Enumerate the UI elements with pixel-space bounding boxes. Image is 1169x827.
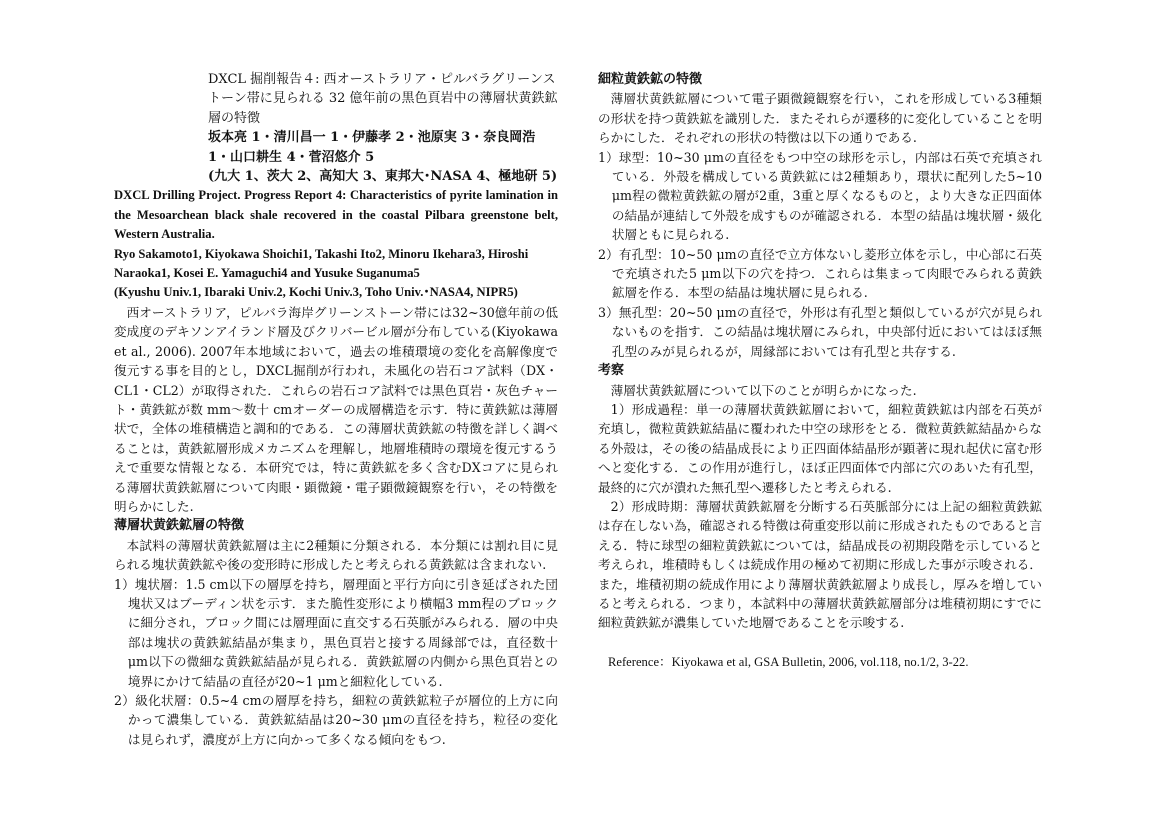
section-heading-discussion: 考察: [598, 363, 625, 379]
left-column: [114, 70, 558, 749]
title-block: [114, 70, 558, 186]
section-heading-laminated-pyrite: 薄層状黄鉄鉱層の特徴: [114, 518, 245, 534]
list-item-porous-type: 2）有孔型：10~50 μmの直径で立方体ないし菱形立体を示し，中心部に石英で充填された5 μm以下の穴を持つ．これらは集まって肉眼でみられる黄鉄鉱層を作る．本型の結晶は塊状層に見られる.: [598, 246, 1042, 301]
list-item-nonporous-type: 3）無孔型：20~50 μmの直径で，外形は有孔型と類似しているが穴が見られないものを指す．この結晶は塊状層にみられ，中央部付近においてはほぼ無孔型のみが見られるが，周縁部においては有孔型と共存する.: [598, 304, 1042, 359]
list-item-massive-layer: 1）塊状層：1.5 cm以下の層厚を持ち，層理面と平行方向に引き延ばされた団塊状又はブーディン状を示す．また脆性変形により横幅3 mm程のブロックに細分され，ブロック間には層理面に直交する石英脈がみられる．層の中央部は塊状の黄鉄鉱結晶が集まり，黒色頁岩と接する周縁部では，直径数十 μm以下の微細な黄鉄鉱結晶が見られる．黄鉄鉱層の内側から黒色頁岩との境界にかけて結晶の直径が20~1 μmと細粒化している.: [114, 576, 558, 689]
affiliations-english: (Kyushu Univ.1, Ibaraki Univ.2, Kochi Univ.3, Toho Univ.･NASA4, NIPR5): [114, 285, 518, 300]
right-column: [598, 70, 1042, 672]
title-english: DXCL Drilling Project. Progress Report 4: Characteristics of pyrite lamination in the Mesoarchean black shale recovered in the coastal Pilbara greenstone belt, Western Australia.: [114, 188, 558, 242]
title-japanese: DXCL 掘削報告４: 西オーストラリア・ピルバラグリーンストーン帯に見られる 32 億年前の黒色頁岩中の薄層状黄鉄鉱層の特徴: [208, 72, 558, 126]
introduction-paragraph: 西オーストラリア，ピルバラ海岸グリーンストーン帯には32~30億年前の低変成度のデキソンアイランド層及びクリバービル層が分布している(Kiyokawa et al., 2006). 2007年本地域において，過去の堆積環境の変化を高解像度で復元する事を目的とし，DXCL掘削が行われ，未風化の岩石コア試料（DX・CL1・CL2）が取得された．これらの岩石コア試料では黒色頁岩・灰色チャート・黄鉄鉱が数 mm～数十 cmオーダーの成層構造を示す．特に黄鉄鉱は薄層状で，全体の堆積構造と調和的である．この薄層状黄鉄鉱の特徴を詳しく調べることは，黄鉄鉱層形成メカニズムを理解し，地層堆積時の環境を復元するうえで重要な情報となる．本研究では，特に黄鉄鉱を多く含むDXコアに見られる薄層状黄鉄鉱層について肉眼・顕微鏡・電子顕微鏡観察を行い，その特徴を明らかにした.: [114, 304, 558, 514]
list-item-formation-timing: 2）形成時期：薄層状黄鉄鉱層を分断する石英脈部分には上記の細粒黄鉄鉱は存在しない為，確認される特徴は荷重変形以前に形成されたものであると言える．特に球型の細粒黄鉄鉱については，結晶成長の初期段階を示していると考えられ，堆積時もしくは続成作用の極めて初期に形成した事が示唆される．また，堆積初期の続成作用により薄層状黄鉄鉱層より成長し，厚みを増していると考えられる．つまり，本試料中の薄層状黄鉄鉱層部分は堆積初期にすでに細粒黄鉄鉱が濃集していた地層であることを示唆する.: [598, 498, 1042, 631]
section-intro-fine-pyrite: 薄層状黄鉄鉱層について電子顕微鏡観察を行い，これを形成している3種類の形状を持つ黄鉄鉱を識別した．またそれらが遷移的に変化していることを明らかにした．それぞれの形状の特徴は以下の通りである.: [598, 91, 1042, 146]
authors-japanese: 坂本亮 1・清川昌一 1・伊藤孝 2・池原実 3・奈良岡浩 1・山口耕生 4・菅沼悠介 5: [208, 130, 536, 165]
section-intro-discussion: 薄層状黄鉄鉱層について以下のことが明らかになった.: [610, 382, 917, 398]
reference: Reference：Kiyokawa et al, GSA Bulletin, 2006, vol.118, no.1/2, 3-22.: [608, 654, 969, 669]
list-item-spherical-type: 1）球型：10~30 μmの直径をもつ中空の球形を示し，内部は石英で充填されている．外殻を構成している黄鉄鉱には2種類あり，環状に配列した5~10 μm程の微粒黄鉄鉱の層が2重，3重と厚くなるものと，より大きな正四面体の結晶が連結して外殻を成すものが確認される．本型の結晶は塊状層・級化状層ともに見られる.: [598, 149, 1042, 243]
affiliations-japanese: (九大 1、茨大 2、高知大 3、東邦大･NASA 4、極地研 5): [208, 169, 558, 185]
list-item-graded-layer: 2）級化状層：0.5~4 cmの層厚を持ち，細粒の黄鉄鉱粒子が層位的上方に向かって濃集している．黄鉄鉱結晶は20~30 μmの直径を持ち，粒径の変化は見られず，濃度が上方に向かって多くなる傾向をもつ.: [114, 693, 558, 747]
list-item-formation-process: 1）形成過程：単一の薄層状黄鉄鉱層において，細粒黄鉄鉱は内部を石英が充填し，微粒黄鉄鉱結晶に覆われた中空の球形をとる．微粒黄鉄鉱結晶からなる外殻は，その後の結晶成長により正四面体結晶形が顕著に現れ起伏に富む形へと変化する．この作用が進行し，ほぼ正四面体で内部に穴のあいた有孔型，最終的に穴が潰れた無孔型へ遷移したと考えられる.: [598, 401, 1042, 495]
section-heading-fine-pyrite: 細粒黄鉄鉱の特徴: [598, 72, 703, 87]
authors-english: Ryo Sakamoto1, Kiyokawa Shoichi1, Takashi Ito2, Minoru Ikehara3, Hiroshi Naraoka1, Kosei E. Yamaguchi4 and Yusuke Suganuma5: [114, 246, 529, 281]
section-intro-laminated-pyrite: 本試料の薄層状黄鉄鉱層は主に2種類に分類される．本分類には割れ目に見られる塊状黄鉄鉱や後の変形時に形成したと考えられる黄鉄鉱は含まれない.: [114, 537, 558, 573]
